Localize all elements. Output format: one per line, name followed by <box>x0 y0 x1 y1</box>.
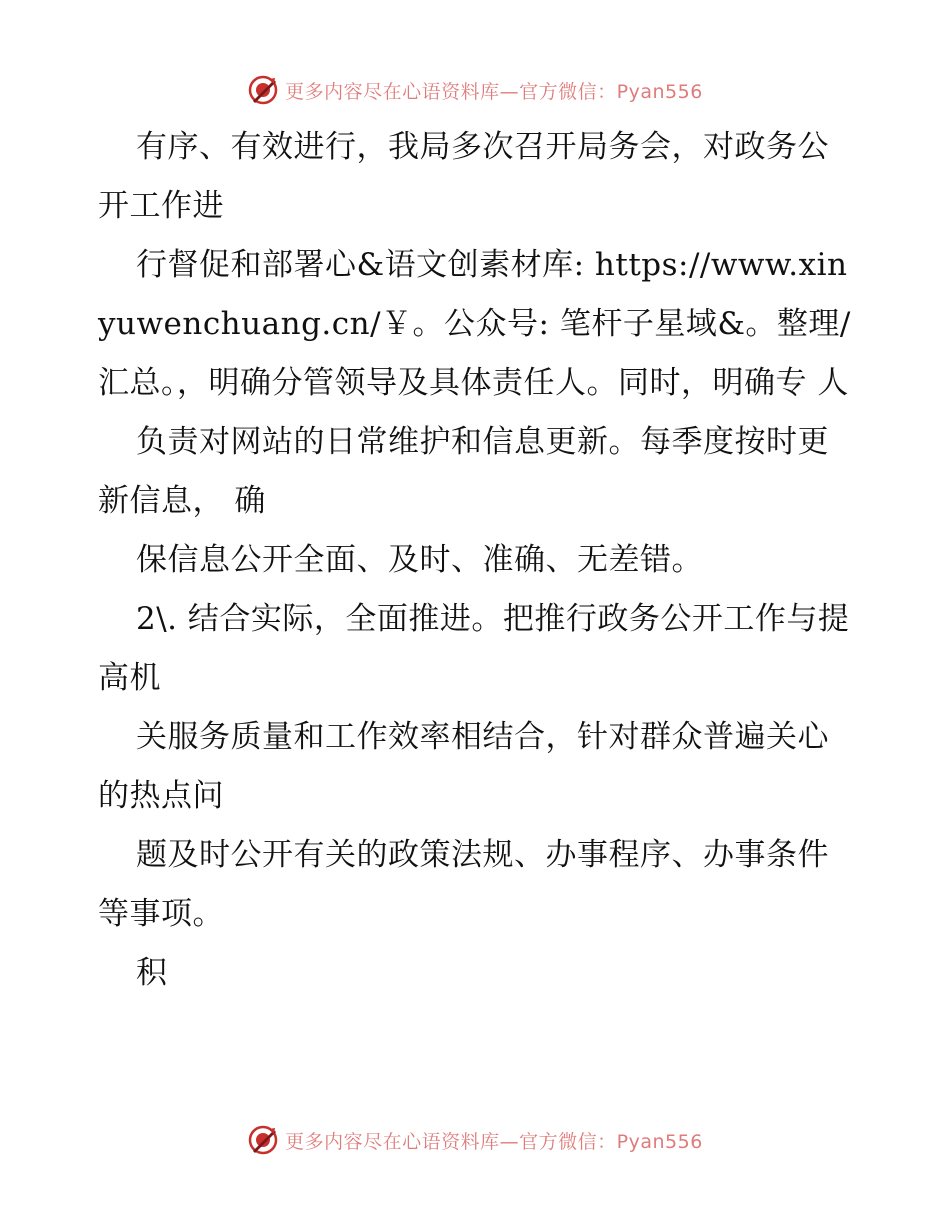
quill-seal-icon <box>247 1124 279 1156</box>
paragraph: 2\. 结合实际，全面推进。把推行政务公开工作与提高机 <box>98 601 850 696</box>
header-banner-text: 更多内容尽在心语资料库—官方微信：Pyan556 <box>285 80 703 103</box>
quill-seal-icon <box>247 74 279 106</box>
footer-watermark-banner <box>0 1120 950 1160</box>
footer-banner-text: 更多内容尽在心语资料库—官方微信：Pyan556 <box>285 1130 703 1153</box>
paragraph: 保信息公开全面、及时、准确、无差错。 <box>136 542 703 578</box>
paragraph: 行督促和部署心&语文创素材库: https://www.xinyuwenchuang.cn/￥。公众号: 笔杆子星域&。整理/汇总。，明确分管领导及具体责任人。同时，明确专 人 <box>98 247 851 401</box>
paragraph: 积 <box>136 955 168 991</box>
document-body <box>98 118 858 1003</box>
paragraph: 关服务质量和工作效率相结合，针对群众普遍关心的热点问 <box>98 719 829 814</box>
paragraph: 题及时公开有关的政策法规、办事程序、办事条件等事项。 <box>98 837 829 932</box>
header-watermark-banner <box>0 70 950 110</box>
paragraph: 负责对网站的日常维护和信息更新。每季度按时更新信息， 确 <box>98 424 829 519</box>
paragraph: 有序、有效进行，我局多次召开局务会，对政务公开工作进 <box>98 129 829 224</box>
